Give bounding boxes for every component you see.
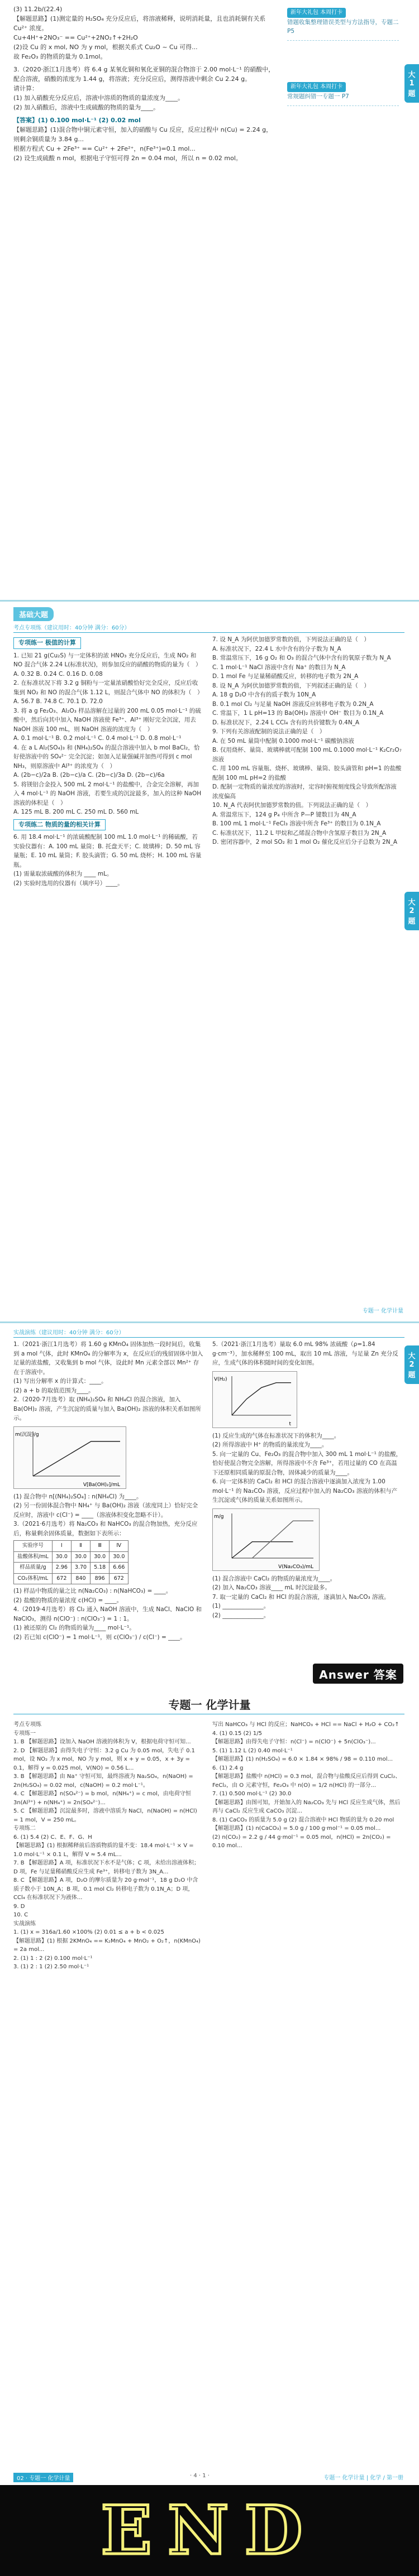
top-fragment-lines (13, 4, 276, 61)
practice-right-lines (212, 1340, 402, 1620)
question-line: (2) 加入硝酸后，溶液中生成硫酸的物质的量为____。 (13, 104, 160, 111)
question-line: C. 1 mol·L⁻¹ NaCl 溶液中含有 Na⁺ 的数目为 N_A (212, 664, 346, 671)
x-axis-label: V[Ba(OH)₂]/mL (83, 1482, 120, 1488)
practice-right (212, 1340, 402, 1620)
question-line: (1) 样品中物质的量之比 n(Na₂CO₃) : n(NaHCO₃) = ____。 (13, 1588, 172, 1594)
question-line: A. 56.7 B. 74.8 C. 70.1 D. 72.0 (13, 698, 103, 705)
side-tab: 大 1 题 (404, 64, 419, 103)
series-line (253, 1521, 314, 1558)
question-line: 5. 将镁铝合金投入 500 mL 2 mol·L⁻¹ 的盐酸中，合金完全溶解，再加入 4 mol·L⁻¹ 的 NaOH 溶液，若要生成的沉淀最多，加入的这种 NaOH 溶液的体积是（ ） (13, 781, 202, 806)
question-line: C. 用 100 mL 容量瓶、烧杯、玻璃棒、量筒、胶头滴管和 pH=1 的盐酸配制 100 mL pH=2 的盐酸 (212, 765, 402, 781)
question-line: 3.（2020·浙江1月选考）将 6.4 g 某氧化铜和氧化亚铜的混合物溶于 2.00 mol·L⁻¹ 的硝酸中， (13, 66, 275, 73)
table-cell: 896 (91, 1573, 109, 1584)
table-cell: 3.70 (71, 1563, 90, 1574)
series-line (232, 1382, 291, 1415)
header-bar: 考点专项练（建议用时：40分钟 满分：60分） (13, 623, 404, 633)
question-line: 5. 向一定量的 Cu、Fe₂O₃ 的混合物中加入 300 mL 1 mol·L⁻¹ 的盐酸，恰好使混合物完全溶解，所得溶液中不含 Fe³⁺，若用过量的 CO 在高温下还原相同质量的原混合物，固体减少的质量为____。 (212, 1450, 402, 1476)
answer-line: 【解题思路】(1) n(H₂SO₄) = 6.0 × 1.84 × 98% / 98 = 0.110 mol... (212, 1756, 393, 1762)
table-row (14, 1563, 128, 1574)
question-line: (2) 所得溶液中 H⁺ 的物质的量浓度为____。 (212, 1441, 328, 1448)
side-tab-2: 大 2 题 (404, 892, 419, 930)
note-head: 新年大礼包 本周打卡 (287, 8, 346, 18)
question-line: 6. 向一定体积的 CaCl₂ 和 HCl 的混合溶液中逐滴加入浓度为 1.00 mol·L⁻¹ 的 Na₂CO₃ 溶液，反应过程中加入的 Na₂CO₃ 溶液的体积与产生沉淀或气体的质量关系如图所示。 (212, 1478, 398, 1503)
series-line (232, 1541, 293, 1558)
answer-badge: Answer 答案 (313, 1664, 403, 1684)
answer-line: 写出 NaHCO₃ 与 HCl 的反应；NaHCO₃ + HCl == NaCl + H₂O + CO₂↑ (212, 1722, 399, 1728)
answer-line: (2) n(CO₂) = 2.2 g / 44 g·mol⁻¹ = 0.05 mol，n(HCl) = 2n(CO₂) = 0.10 mol... (212, 1834, 391, 1849)
table-cell: 672 (52, 1573, 71, 1584)
answer-line: 【解题思路】(1) 根据 2KMnO₄ == K₂MnO₄ + MnO₂ + O₂↑，n(KMnO₄) = 2a mol... (13, 1938, 201, 1953)
answer-line: 6. (1) 2.4 g (212, 1765, 244, 1771)
x-axis-label: V(Na₂CO₃)/mL (278, 1564, 313, 1570)
side-tab-3: 大 2 题 (404, 1345, 419, 1384)
answer-line: 【解题思路】(1) 根据稀释前后溶质物质的量不变：18.4 mol·L⁻¹ × V = 1.0 mol·L⁻¹ × 0.1 L，解得 V ≈ 5.4 mL... (13, 1843, 194, 1858)
question-line: 4.（2019·4月选考）将 Cl₂ 通入 NaOH 溶液中，生成 NaCl、NaClO 和 NaClO₃，测得 n(ClO⁻) : n(ClO₃⁻) = 1 : 1。 (13, 1606, 202, 1622)
table-cell: 840 (71, 1573, 90, 1584)
question-line: A. 125 mL B. 200 mL C. 250 mL D. 560 mL (13, 809, 139, 815)
question-line: D. 标准状况下，2.24 L CCl₄ 含有的共价键数为 0.4N_A (212, 719, 360, 726)
answer-line: 7. (1) 0.500 mol·L⁻¹ (2) 30.0 (212, 1791, 292, 1797)
answer-line: 5. C 【解题思路】沉淀最多时，溶液中溶质为 NaCl，n(NaOH) = n(HCl) = 1 mol，V = 250 mL。 (13, 1808, 197, 1823)
note-box (287, 80, 399, 106)
answer-line: 【解题思路】(1) n(CaCO₃) = 5.0 g / 100 g·mol⁻¹ = 0.05 mol... (212, 1825, 381, 1832)
mid-left-lines (13, 651, 203, 817)
practice-left (13, 1340, 203, 1642)
table-cell: 2.96 (52, 1563, 71, 1574)
question-line: (1) 混合溶液中 CaCl₂ 的物质的量浓度为____。 (212, 1575, 336, 1582)
question-line: 2. 在标准状况下将 3.2 g 铜粉与一定量浓硝酸恰好完全反应，反应后收集到 NO₂ 和 NO 的混合气体 1.12 L，则混合气体中 NO 的体积为（ ） (13, 680, 203, 696)
answer-line: 考点专项练 (13, 1722, 41, 1728)
question-line: 3. 将 a g Fe₂O₃、Al₂O₃ 样品溶解在过量的 200 mL 0.05 mol·L⁻¹ 的硫酸中，然后向其中加入 NaOH 溶液使 Fe³⁺、Al³⁺ 刚好完全沉淀，用去 NaOH 溶液 100 mL，则 NaOH 溶液的浓度为（ ） (13, 707, 201, 733)
chart-1 (213, 1372, 297, 1428)
note-head: 新年大礼包 本周打卡 (287, 82, 346, 92)
footer-left: 02 · 专题一 化学计量 (13, 2473, 73, 2482)
answer-line: 1. (1) x = 316a/1.60 ×100% (2) 0.01 ≤ a + b < 0.025 (13, 1929, 164, 1935)
table-cell: 30.0 (52, 1551, 71, 1563)
mid-left-column (13, 635, 203, 888)
chart-box (13, 1426, 126, 1489)
question-line: A. 标准状况下，22.4 L 水中含有的分子数为 N_A (212, 645, 341, 652)
answer-line: 6. (1) 5.4 (2) C、E、F、G、H (13, 1834, 92, 1840)
table-cell: 30.0 (109, 1551, 128, 1563)
question-line: B. 100 mL 1 mol·L⁻¹ FeCl₃ 溶液中所含 Fe³⁺ 的数目为 0.1N_A (212, 820, 381, 827)
question-line: 8. 设 N_A 为阿伏加德罗常数的值，下列叙述正确的是（ ） (212, 682, 370, 689)
answers-right (212, 1720, 402, 1851)
table-cell: 30.0 (71, 1551, 90, 1563)
question-line: 10. N_A 代表阿伏加德罗常数的值。下列说法正确的是（ ） (212, 802, 372, 809)
y-axis-label: m/g (214, 1513, 224, 1520)
question-line: 7. 设 N_A 为阿伏加德罗常数的值，下列说法正确的是（ ） (212, 636, 370, 643)
question-line: (2) 加入 Na₂CO₃ 溶液____ mL 时沉淀最多。 (212, 1584, 331, 1591)
answer-line: 8. (1) CaCO₃ 的质量为 5.0 g (2) 混合溶液中 HCl 物质的量为 0.20 mol (212, 1816, 394, 1823)
answer-line: 8. C 【解题思路】A 项，D₂O 的摩尔质量为 20 g·mol⁻¹，18 g D₂O 中含质子数小于 10N_A；B 项，0.1 mol Cl₂ 转移电子数为 0.1N_A；D 项，CCl₄ 在标准状况下为液体... (13, 1877, 198, 1901)
question-line: 3.（2021·6月选考）将 Na₂CO₃ 和 NaHCO₃ 的混合物加热，充分反应后，称量剩余固体质量，数据如下表所示： (13, 1521, 198, 1537)
question-line: A. 在 50 mL 量筒中配制 0.1000 mol·L⁻¹ 碳酸钠溶液 (212, 737, 354, 744)
answer-line: 5. (1) 1.12 L (2) 0.40 mol·L⁻¹ (212, 1747, 293, 1754)
chart-2 (213, 1509, 319, 1570)
answer-line: 4. (1) 0.15 (2) 1/5 (212, 1730, 262, 1737)
footer-right: 专题一 化学计量 (362, 1308, 403, 1314)
text-line: 【解题思路】(1)测定量的 H₂SO₄ 充分反应后，将溶液稀释，说明消耗量，且也消耗铜有关系 Cu²⁺ 浓度。 (13, 15, 266, 32)
question-line: 1.（2021·浙江1月选考）将 1.60 g KMnO₄ 固体加热一段时间后，收集到 a mol 气体，此时 KMnO₄ 的分解率为 x，在反应后的残留固体中加入足量的浓盐酸，又收集到 b mol 气体，设此时 Mn 元素全部以 Mn²⁺ 存在于溶液中。 (13, 1341, 203, 1376)
answers-left (13, 1720, 203, 1972)
mid-left-lines-b (13, 833, 203, 888)
answer-line: 3. B 【解题思路】由 Na⁺ 守恒可知，最终溶液为 Na₂SO₄，n(NaOH) = 2n(H₂SO₄) = 0.02 mol，c(NaOH) = 0.2 mol·L⁻¹。 (13, 1774, 193, 1789)
top-left-column (13, 4, 276, 163)
question-line: B. 0.1 mol Cl₂ 与足量 NaOH 溶液反应转移电子数为 0.2N_A (212, 700, 374, 708)
analysis-line: 【解题思路】(1)混合物中铜元素守恒，加入的硝酸与 Cu 反应，反应过程中 n(Cu) = 2.24 g，则剩余铜质量为 3.84 g... (13, 126, 273, 143)
question-line: A. 18 g D₂O 中含有的质子数为 10N_A (212, 691, 316, 698)
question-line: A. (2b−c)/2a B. (2b−c)/a C. (2b−c)/3a D. (2b−c)/6a (13, 772, 165, 778)
question-line: C. 标准状况下，11.2 L 甲烷和乙烯混合物中含氢原子数目为 2N_A (212, 829, 387, 837)
question-line: (2) ______________。 (212, 1612, 270, 1619)
question-line: (1) 写出分解率 x 的计算式：____。 (13, 1378, 107, 1385)
y-axis-label: m(沉淀)/g (15, 1431, 39, 1438)
table-header-cell: Ⅲ (91, 1541, 109, 1552)
answer-line: 2. (1) 1 : 2 (2) 0.100 mol·L⁻¹ (13, 1955, 93, 1962)
question-line: (1) 被还原的 Cl₂ 的物质的量为____ mol·L⁻¹。 (13, 1625, 135, 1631)
x-axis-label: t (289, 1421, 291, 1427)
answers-left-lines (13, 1720, 203, 1972)
question-line: 4. 在 a L Al₂(SO₄)₃ 和 (NH₄)₂SO₄ 的混合溶液中加入 b mol BaCl₂，恰好使溶液中的 SO₄²⁻ 完全沉淀；如加入足量强碱并加热可得到 c mol NH₃，则原溶液中 Al³⁺ 的浓度为（ ） (13, 744, 200, 770)
table-header-row (14, 1541, 128, 1552)
question-line: (1) 混合物中 n[(NH₄)₂SO₄] : n(NH₄Cl) 为____。 (13, 1493, 142, 1500)
question-line: A. 0.32 B. 0.24 C. 0.16 D. 0.08 (13, 670, 103, 677)
page-number: · 4 · 1 · (190, 2473, 210, 2479)
question-line: B. 仅用烧杯、量筒、玻璃棒就可配制 100 mL 0.1000 mol·L⁻¹ K₂Cr₂O₇ 溶液 (212, 747, 402, 763)
section-title-wrap (13, 607, 54, 621)
question-line: D. 配制一定物质的量浓度的溶液时，定容时俯视刻度线会导致所配溶液浓度偏高 (212, 784, 397, 800)
question-line: (2) 盐酸的物质的量浓度 c(HCl) = ____。 (13, 1597, 123, 1604)
question-line: 7. 取一定量的 CaCl₂ 和 HCl 的混合溶液，逐滴加入 Na₂CO₃ 溶液。 (212, 1593, 390, 1601)
sub-heading-2: 专项练二 物质的量的相关计算 (13, 819, 106, 831)
series-line (33, 1441, 120, 1476)
question-line: C. 常温下，1 L pH=13 的 Ba(OH)₂ 溶液中 OH⁻ 数目为 0.1N_A (212, 710, 384, 717)
table-row (14, 1551, 128, 1563)
question-line: (2) 若已知 c(ClO⁻) = 1 mol·L⁻¹，则 c(ClO₃⁻) / c(Cl⁻) = ____。 (13, 1633, 186, 1641)
mid-right-lines (212, 635, 402, 847)
question-line: (1) 需量取浓硫酸的体积为 ____ mL。 (13, 871, 113, 877)
table-header-cell: Ⅰ (52, 1541, 71, 1552)
table-header-cell: 实验序号 (14, 1541, 53, 1552)
text-line: 故 Fe₂O₃ 的物质的量为 0.1mol。 (13, 53, 107, 60)
end-banner (0, 2485, 419, 2576)
answer-line: 专项练一 (13, 1730, 36, 1737)
answer-line: 2. D 【解题思路】由得失电子守恒：3.2 g Cu 为 0.05 mol，失电子 0.1 mol，设 NO₂ 为 x mol，NO 为 y mol，则 x + y = 0.05，x + 3y = 0.1，解得 y = 0.025 mol，V(NO) = 0.56 L... (13, 1747, 196, 1771)
text-line: (3) 11.2b/(22.4) (13, 6, 63, 13)
text-line: Cu+4H⁺+2NO₃⁻ == Cu²⁺+2NO₂↑+2H₂O (13, 34, 138, 41)
question-line: A. 常温常压下，124 g P₄ 中所含 P—P 键数目为 4N_A (212, 811, 356, 818)
analysis-line: (2) 设生成硫酸 n mol，根据电子守恒可得 2n = 0.04 mol，所以 n = 0.02 mol。 (13, 155, 242, 162)
practice-header: 实战演练（建议用时：40分钟 满分：60分） (13, 1328, 404, 1338)
chart-box (212, 1371, 297, 1428)
table-cell: 盐酸体积/mL (14, 1551, 53, 1563)
table-cell: 样品质量/g (14, 1563, 53, 1574)
bottom-panel (0, 1321, 419, 2487)
note-body: 常规题纠错一专题一 P7 (287, 93, 349, 100)
table-header-cell: Ⅱ (71, 1541, 90, 1552)
analysis-block (13, 125, 276, 163)
answer-line: 【解题思路】由图可知，开始加入的 Na₂CO₃ 先与 HCl 反应生成气体，然后再与 CaCl₂ 反应生成 CaCO₃ 沉淀... (212, 1799, 401, 1814)
question-line: B. 常温常压下，16 g O₂ 和 O₃ 的混合气体中含有的氧原子数为 N_A (212, 655, 391, 661)
answer-line: 9. D (13, 1903, 25, 1910)
answer-line: 1. B 【解题思路】设加入 NaOH 溶液的体积为 V，根据电荷守恒可知... (13, 1739, 191, 1745)
question-line: 请计算： (13, 85, 38, 92)
table-row (14, 1573, 128, 1584)
chapter-title: 专题一 化学计量 (168, 1698, 251, 1712)
question-line: 1. 已知 21 g(Cu₂S) 与一定体积的浓 HNO₃ 充分反应后，生成 NO₂ 和 NO 混合气体 2.24 L(标准状况)，则参加反应的硝酸的物质的量为（ ） (13, 652, 202, 668)
text-line: (2)设 Cu 的 x mol, NO 为 y mol，根据关系式 Cu₂O ~ Cu 可得... (13, 44, 198, 51)
question-line: 2.（2020·7月选考）取 (NH₄)₂SO₄ 和 NH₄Cl 的混合溶液，加入 Ba(OH)₂ 溶液，产生沉淀的质量与加入 Ba(OH)₂ 溶液的体积关系如图所示。 (13, 1396, 201, 1421)
table-header-cell: Ⅳ (109, 1541, 128, 1552)
question-line: A. 0.1 mol·L⁻¹ B. 0.2 mol·L⁻¹ C. 0.4 mol·L⁻¹ D. 0.8 mol·L⁻¹ (13, 735, 182, 742)
answer-line: 实战演练 (13, 1920, 36, 1927)
question-line: (1) ______________。 (212, 1603, 270, 1609)
question-line: 6. 用 18.4 mol·L⁻¹ 的浓硫酸配制 100 mL 1.0 mol·L⁻¹ 的稀硫酸，若实验仪器有：A. 100 mL 量筒；B. 托盘天平；C. 玻璃棒；D. 50 mL 容量瓶；E. 10 mL 量筒；F. 胶头滴管；G. 50 mL 烧杯；H. 100 mL 容量瓶。 (13, 834, 202, 868)
practice-left-lines (13, 1340, 203, 1642)
answer-line: 4. C 【解题思路】n(SO₄²⁻) = b mol，n(NH₄⁺) = c mol，由电荷守恒 3n(Al³⁺) + n(NH₄⁺) = 2n(SO₄²⁻)... (13, 1791, 191, 1806)
top-panel (0, 0, 419, 600)
table-cell: 30.0 (91, 1551, 109, 1563)
table-cell: 672 (109, 1573, 128, 1584)
answer-line: 【答案】(1) 0.100 mol·L⁻¹ (2) 0.02 mol (13, 117, 141, 124)
footer-right-2: 专题一 化学计量 | 化学 / 第一册 (323, 2475, 403, 2481)
data-table (13, 1540, 128, 1584)
question-line: (2) 实验时选用的仪器有（填序号）____。 (13, 880, 123, 887)
answers-right-lines (212, 1720, 402, 1851)
question-line: 5.（2021·浙江1月选考）量取 6.0 mL 98% 浓硫酸（ρ=1.84 g·cm⁻³），加水稀释至 100 mL，取出 10 mL 溶液，与足量 Zn 充分反应，生成气体的体积随时间的变化如图。 (212, 1341, 398, 1366)
answer-line: 10. C (13, 1912, 28, 1918)
table-cell: CO₂体积/mL (14, 1573, 53, 1584)
answer-line: 3. (1) 2 : 1 (2) 2.50 mol·L⁻¹ (13, 1964, 89, 1970)
table-cell: 5.18 (91, 1563, 109, 1574)
answer-line: 【解题思路】由得失电子守恒：n(Cl⁻) = n(ClO⁻) + 5n(ClO₃⁻)... (212, 1739, 376, 1745)
table-cell: 6.66 (109, 1563, 128, 1574)
mid-panel (0, 600, 419, 1321)
answer-line: 专项练二 (13, 1825, 36, 1832)
section-title: 基础大题 (13, 607, 54, 621)
top-right-notes (287, 6, 399, 106)
answer-line: 【解题思路】盐酸中 n(HCl) = 0.3 mol，混合物与盐酸反应后得到 CuCl₂、FeCl₂，由 O 元素守恒，Fe₂O₃ 中 n(O) = 1/2 n(HCl) 的一部分... (212, 1774, 401, 1789)
question-line: (1) 反应生成的气体在标准状况下的体积为____。 (212, 1432, 340, 1439)
question-line: (1) 加入硝酸充分反应后，溶液中溶质的物质的量浓度为____。 (13, 94, 184, 102)
question-line: D. 密闭容器中，2 mol SO₂ 和 1 mol O₂ 催化反应后分子总数为 2N_A (212, 839, 398, 845)
note-box (287, 6, 399, 41)
question-line: (2) a + b 的取值范围为____。 (13, 1387, 94, 1394)
question-line: 配合溶液，硝酸的浓度为 1.44 g，将溶液；充分反应后，测得溶液中剩余 Cu 2.24 g。 (13, 75, 251, 83)
analysis-line: 根据方程式 Cu + 2Fe³⁺ == Cu²⁺ + 2Fe²⁺，n(Fe³⁺)=0.1 mol... (13, 145, 196, 152)
question-3-block (13, 65, 276, 112)
answer-line: 7. B 【解题思路】A 项，标准状况下水不是气体；C 项，未给出溶液体积；D 项，Fe 与足量稀硝酸反应生成 Fe³⁺，转移电子数为 3N_A... (13, 1860, 199, 1875)
note-body: 错题收集整理错误类型与方法指导，专题二 P5 (287, 19, 399, 35)
question-line: D. 1 mol Fe 与足量稀硝酸反应，转移的电子数为 2N_A (212, 673, 359, 680)
sub-heading-1: 专项练一 极值的计算 (13, 637, 81, 649)
chart-0 (14, 1427, 126, 1488)
question-line: (2) 另一份固体混合物中 NH₄⁺ 与 Ba(OH)₂ 溶液（浓度同上）恰好完全反应时，溶液中 c(Cl⁻) = ____（溶液体积变化忽略不计）。 (13, 1502, 198, 1518)
end-label: END (101, 2491, 318, 2570)
mid-right-column (212, 635, 402, 847)
question-line: 9. 下列有关溶液配制的说法正确的是（ ） (212, 728, 326, 735)
y-axis-label: V(H₂) (214, 1376, 227, 1382)
chart-box (212, 1508, 320, 1571)
